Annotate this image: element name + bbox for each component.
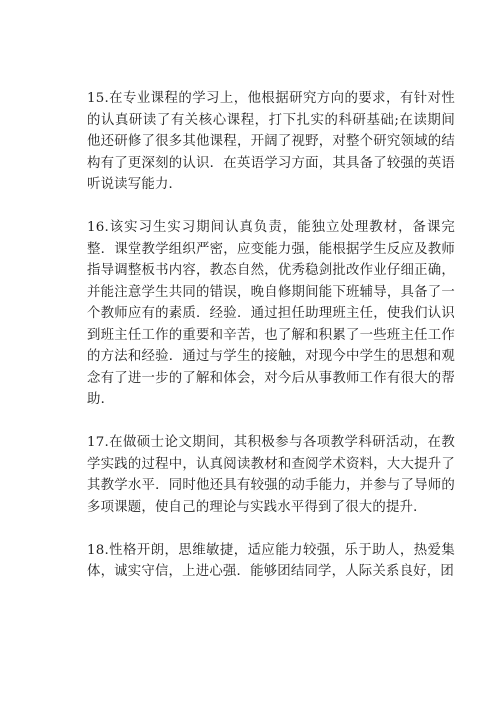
paragraph-17: 17.在做硕士论文期间，其积极参与各项教学科研活动，在教学实践的过程中，认真阅读教材和查阅学术资料，大大提升了其教学水平．同时他还具有较强的动手能力，并参与了导师的多项课题，使自己的理论与实践水平得到了很大的提升． xyxy=(87,435,455,515)
document-body xyxy=(87,88,455,583)
paragraph-15: 15.在专业课程的学习上，他根据研究方向的要求，有针对性的认真研读了有关核心课程，打下扎实的科研基础;在读期间他还研修了很多其他课程，开阔了视野，对整个研究领域的结构有了更深刻的认识．在英语学习方面，其具备了较强的英语听说读写能力． xyxy=(87,91,455,192)
paragraph-16: 16.该实习生实习期间认真负责，能独立处理教材，备课完整．课堂教学组织严密，应变能力强，能根据学生反应及教师指导调整板书内容，教态自然，优秀稳剑批改作业仔细正确，并能注意学生共同的错误，晚自修期间能下班辅导，具备了一个教师应有的素质．经验．通过担任助理班主任，使我们认识到班主任工作的重要和辛苦，也了解和积累了一些班主任工作的方法和经验．通过与学生的接触，对现今中学生的思想和观念有了进一步的了解和体会，对今后从事教师工作有很大的帮助． xyxy=(87,220,455,407)
paragraph-18: 18.性格开朗，思维敏捷，适应能力较强，乐于助人，热爱集体，诚实守信，上进心强．能够团结同学，人际关系良好，团 xyxy=(87,542,455,579)
